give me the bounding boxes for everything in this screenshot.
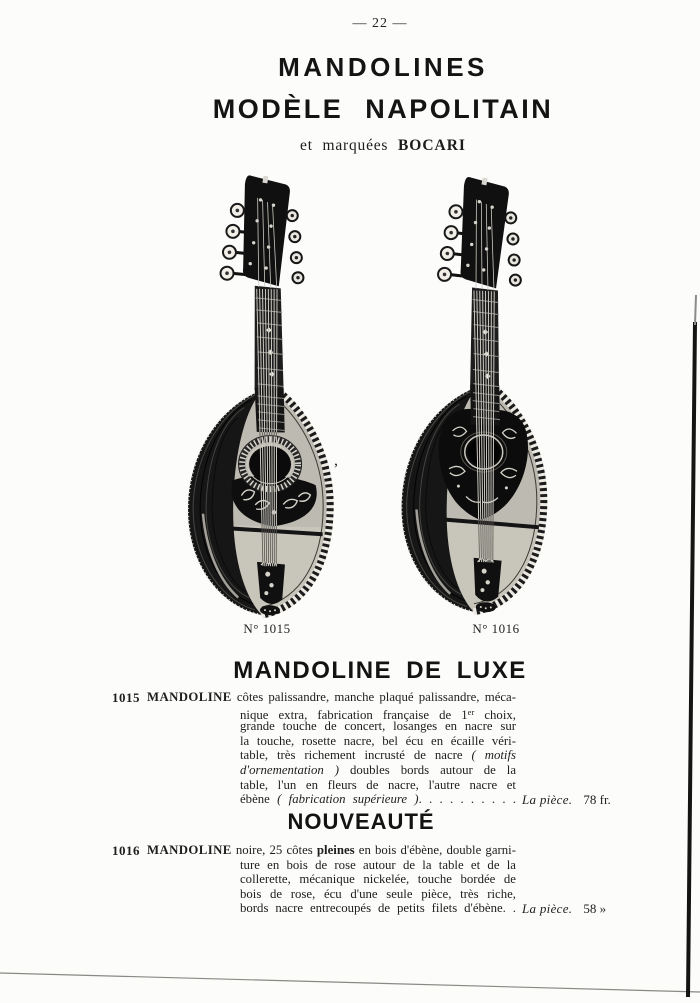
item-description-1016 — [147, 843, 516, 916]
text-run: grande touche de concert, losanges en nacre sur — [240, 719, 516, 734]
text-line — [240, 858, 516, 873]
page-subtitle — [33, 137, 700, 155]
subtitle-text: et marquées — [300, 137, 389, 154]
text-line — [240, 748, 516, 763]
price-value: 58 » — [583, 901, 607, 916]
text-run: côtes palissandre, manche plaqué palissandre, méca- — [231, 690, 516, 704]
text-line — [240, 719, 516, 734]
item-number-1015: 1015 — [112, 690, 140, 705]
text-run: choix, — [474, 707, 516, 722]
text-run: pleines — [316, 843, 355, 857]
page-title-line2: MODÈLE NAPOLITAIN — [212, 94, 554, 124]
text-line — [147, 843, 516, 858]
scan-crease-line — [0, 973, 700, 992]
text-run: er — [467, 706, 475, 717]
text-line — [240, 901, 516, 916]
text-line — [240, 705, 516, 720]
scan-page-edge-fade — [695, 295, 696, 325]
item-label: MANDOLINE — [147, 843, 232, 857]
price-value: 78 fr. — [583, 792, 611, 807]
text-line — [240, 763, 516, 778]
text-run: noire, 25 côtes — [231, 843, 317, 857]
text-line — [147, 690, 516, 705]
text-run: ture en bois de rose autour de la table et de la — [240, 857, 516, 872]
text-run: table, l'un en fleurs de nacre, l'autre nacre et — [240, 777, 516, 792]
figure-caption-1015: N° 1015 — [243, 621, 291, 636]
item-label: MANDOLINE — [147, 690, 232, 704]
text-run: ( fabrication supérieure ) — [277, 792, 419, 807]
item-number-1016: 1016 — [112, 843, 140, 858]
section-heading-nouveaute: NOUVEAUTÉ — [287, 809, 435, 834]
price-label: La pièce. — [522, 901, 573, 916]
item-description-1015 — [147, 690, 517, 807]
stray-mark: , — [334, 452, 338, 469]
section-heading-luxe: MANDOLINE DE LUXE — [233, 657, 527, 684]
text-run: . . . . . . . . . . — [418, 792, 516, 807]
page-number: — 22 — — [352, 16, 408, 31]
text-run: nique extra, fabrication française de 1 — [240, 707, 468, 722]
text-run: doubles bords autour de la — [339, 762, 517, 777]
text-run: ( motifs — [471, 748, 516, 763]
text-run: d'ornementation ) — [240, 762, 339, 777]
text-line — [240, 872, 516, 887]
catalog-item-1015 — [0, 690, 700, 810]
text-run: la touche, rosette nacre, bel écu en écaille véri- — [240, 733, 516, 748]
text-line — [240, 734, 516, 749]
price-label: La pièce. — [522, 792, 573, 807]
text-line — [240, 887, 516, 902]
figure-caption-1016: N° 1016 — [472, 621, 520, 636]
mandoline-1015-illustration — [186, 174, 337, 616]
text-run: en bois d'ébène, double garni- — [354, 843, 516, 857]
page-title-line1: MANDOLINES — [278, 52, 488, 82]
catalog-item-1016 — [0, 843, 700, 919]
brand-name: BOCARI — [397, 137, 466, 154]
text-run: ébène — [240, 792, 278, 807]
text-line — [240, 778, 516, 793]
text-line — [240, 792, 516, 807]
text-run: bords nacre entrecoupés de petits filets d'ébène. . — [240, 901, 516, 916]
text-run: collerette, mécanique nickelée, touche bordée de — [240, 872, 516, 887]
text-run: bois de rose, écu d'une seule pièce, très riche, — [240, 886, 516, 901]
item-price-1016 — [522, 901, 606, 917]
mandoline-1016-illustration — [398, 175, 558, 614]
text-run: table, très richement incrusté de nacre — [240, 748, 472, 763]
item-price-1015 — [522, 792, 611, 808]
